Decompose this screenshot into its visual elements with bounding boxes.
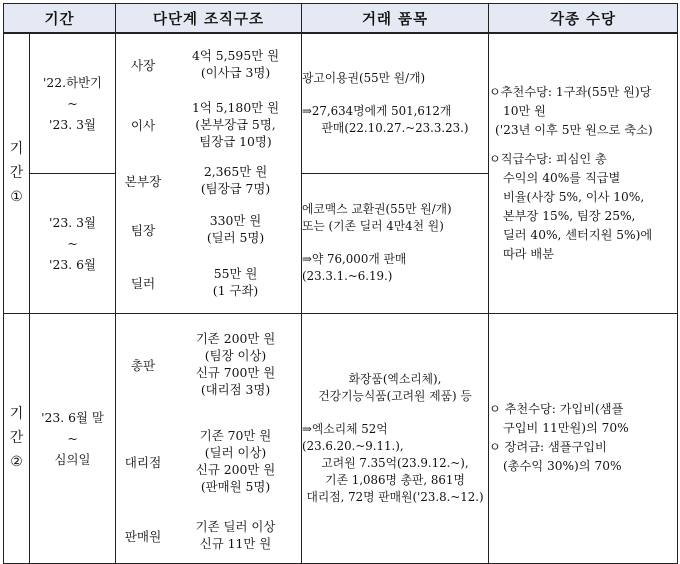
period2-roles (116, 313, 302, 563)
header-structure: 다단계 조직구조 (116, 4, 302, 34)
period1-row-a (4, 33, 678, 173)
role-row: 사장 4억 5,595만 원 (이사급 3명) (130, 48, 280, 81)
period2-date: '23. 6월 말 ~ 심의일 (30, 313, 116, 563)
header-period: 기간 (4, 4, 116, 34)
period2-allowances: ㅇ 추천수당: 가입비(샘플 구입비 11만원)의 70% ㅇ 장려금: 샘플구입비 (총수익 30%)의 70% (489, 313, 678, 563)
role-row: 딜러 55만 원 (1 구좌) (130, 266, 259, 299)
header-row (4, 4, 678, 34)
role-row: 판매원 기존 딜러 이상 신규 11만 원 (124, 519, 276, 551)
period1-allowances: ㅇ추천수당: 1구좌(55만 원)당 10만 원 ('23년 이후 5만 원으로 축소) ㅇ직급수당: 피심인 총 수익의 40%를 직급별 비율(사장 5%, 이사 10%, 본부장 15%, 팀장 25%, 딜러 40%, 센터지원 5%)에 따라 배분 (489, 33, 678, 313)
role-row: 대리점 기존 70만 원 (딜러 이상) 신규 200만 원 (판매원 5명) (124, 428, 276, 494)
period2-label: 기 간 ② (4, 313, 30, 563)
role-row: 이사 1억 5,180만 원 (본부장급 5명, 팀장급 10명) (130, 99, 280, 149)
period1-date-b: '23. 3월 ~ '23. 6월 (30, 173, 116, 313)
period1-date-a: '22.하반기 ~ '23. 3월 (30, 33, 116, 173)
period2-row (4, 313, 678, 563)
period1-roles (116, 33, 302, 313)
period1-label: 기 간 ① (4, 33, 30, 313)
period1-goods-a: 광고이용권(55만 원/개) ⇒27,634명에게 501,612개 판매(22.10.27.~23.3.23.) (302, 33, 489, 173)
role-row: 본부장 2,365만 원 (팀장급 7명) (124, 164, 271, 197)
role-row: 총판 기존 200만 원 (팀장 이상) 신규 700만 원 (대리점 3명) (130, 331, 276, 397)
header-allowances: 각종 수당 (489, 4, 678, 34)
header-goods: 거래 품목 (302, 4, 489, 34)
role-row: 팀장 330만 원 (딜러 5명) (130, 213, 265, 246)
period2-goods: 화장품(엑소리체), 건강기능식품(고려원 제품) 등 ⇒엑소리체 52억(23.6.20.~9.11.), 고려원 7.35억(23.9.12.~), 기존 1,086명 총판, 861명 대리점, 72명 판매원('23.8.~12.) (302, 313, 489, 563)
business-structure-table (3, 3, 678, 564)
period1-goods-b: 에코맥스 교환권(55만 원/개) 또는 (기존 딜러 4만4천 원) ⇒약 76,000개 판매(23.3.1.~6.19.) (302, 173, 489, 313)
